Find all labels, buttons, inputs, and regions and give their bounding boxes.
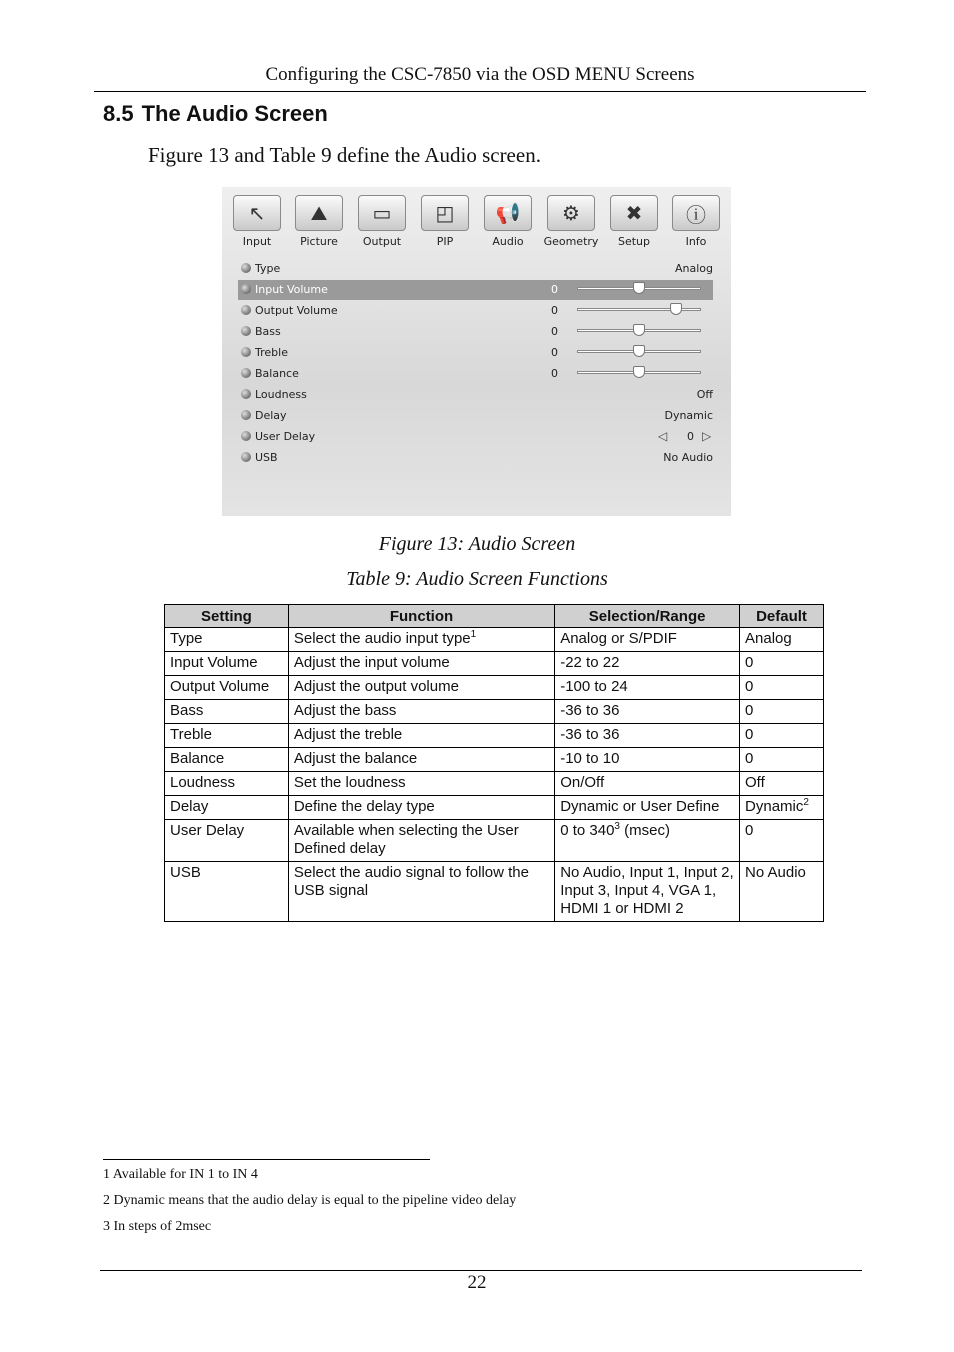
cell-range (555, 748, 740, 772)
osd-row-output-volume[interactable] (238, 301, 713, 321)
cell-setting: Balance (165, 748, 289, 772)
cell-setting: Loudness (165, 772, 289, 796)
section-heading (103, 101, 328, 127)
table-row (165, 628, 824, 652)
info-icon: ⓘ (672, 195, 720, 231)
range-text: No Audio, Input 1, Input 2, Input 3, Input 4, VGA 1, HDMI 1 or HDMI 2 (560, 864, 734, 917)
header-function: Function (288, 605, 554, 628)
osd-slider-handle[interactable] (633, 345, 645, 357)
osd-row-label: Balance (255, 367, 299, 380)
osd-row-value: 0 (551, 304, 558, 317)
arrow-left-icon[interactable]: ◁ (658, 429, 668, 443)
footnote-ref: 1 (470, 629, 477, 640)
footnote-ref: 2 (803, 797, 809, 808)
osd-tab-geometry[interactable] (540, 195, 602, 255)
osd-row-value: 0 (551, 346, 558, 359)
cell-default (740, 772, 824, 796)
picture-icon: ⛰ (295, 195, 343, 231)
range-text: -36 to 36 (560, 702, 620, 719)
osd-tab-label: Geometry (543, 235, 599, 248)
osd-row-label: Input Volume (255, 283, 328, 296)
cell-default (740, 628, 824, 652)
osd-tab-pip[interactable] (414, 195, 476, 255)
table-caption: Table 9: Audio Screen Functions (346, 568, 608, 590)
footnote-rule (103, 1159, 430, 1160)
osd-row-label: Treble (255, 346, 288, 359)
osd-stepper-value: 0 (687, 430, 694, 443)
cell-setting: Type (165, 628, 289, 652)
bullet-icon (241, 389, 251, 399)
osd-row-label: Output Volume (255, 304, 338, 317)
osd-row-value: 0 (551, 367, 558, 380)
osd-row-label: Type (255, 262, 281, 275)
footnote-ref: 3 (614, 821, 620, 832)
osd-slider-track[interactable] (577, 308, 701, 311)
table-header-row (165, 605, 824, 628)
range-text: Dynamic or User Define (560, 798, 720, 815)
pip-icon: ◰ (421, 195, 469, 231)
cell-setting: Bass (165, 700, 289, 724)
range-text: -36 to 36 (560, 726, 620, 743)
cell-range (555, 820, 740, 862)
function-text: Select the audio signal to follow the USB signal (293, 864, 529, 899)
footnote-1: 1 Available for IN 1 to IN 4 (103, 1167, 258, 1182)
range-suffix: (msec) (619, 822, 670, 839)
cell-default (740, 724, 824, 748)
footnote-2: 2 Dynamic means that the audio delay is equal to the pipeline video delay (103, 1193, 517, 1208)
speaker-icon: 📢 (484, 195, 532, 231)
bullet-icon (241, 263, 251, 273)
header-rule (94, 91, 866, 92)
osd-row-user-delay[interactable] (238, 427, 713, 447)
cell-default (740, 796, 824, 820)
cell-function (288, 700, 554, 724)
cell-function (288, 862, 554, 922)
cell-function (288, 820, 554, 862)
cell-default (740, 862, 824, 922)
table-row (165, 820, 824, 862)
cell-setting: Delay (165, 796, 289, 820)
bullet-icon (241, 326, 251, 336)
table-row (165, 724, 824, 748)
cursor-icon: ↖ (233, 195, 281, 231)
table-row (165, 796, 824, 820)
audio-functions-table (164, 604, 824, 922)
osd-row-usb[interactable] (238, 448, 713, 468)
header-range: Selection/Range (555, 605, 740, 628)
geometry-icon: ⚙ (547, 195, 595, 231)
osd-row-bass[interactable] (238, 322, 713, 342)
bullet-icon (241, 305, 251, 315)
default-text: 0 (745, 678, 754, 695)
default-text: 0 (745, 750, 754, 767)
cell-default (740, 700, 824, 724)
cell-setting: Input Volume (165, 652, 289, 676)
page-number: 22 (467, 1272, 487, 1293)
table-row (165, 652, 824, 676)
cell-setting: USB (165, 862, 289, 922)
cell-function (288, 796, 554, 820)
osd-row-setting[interactable]: Off (696, 388, 713, 401)
intro-paragraph: Figure 13 and Table 9 define the Audio screen. (148, 143, 541, 167)
cell-setting: Output Volume (165, 676, 289, 700)
osd-tab-output[interactable] (351, 195, 413, 255)
osd-tab-info[interactable] (665, 195, 727, 255)
default-text: 0 (745, 726, 754, 743)
osd-row-setting[interactable]: Dynamic (664, 409, 713, 422)
range-text: On/Off (560, 774, 605, 791)
osd-row-type[interactable] (238, 259, 713, 279)
osd-tab-setup[interactable] (603, 195, 665, 255)
cell-setting: Treble (165, 724, 289, 748)
cell-range (555, 724, 740, 748)
bullet-icon (241, 347, 251, 357)
range-text: 0 to 340 (560, 822, 615, 839)
range-text: -10 to 10 (560, 750, 620, 767)
osd-slider-handle[interactable] (633, 282, 645, 294)
default-text: No Audio (745, 864, 806, 881)
osd-row-label: Bass (255, 325, 281, 338)
function-text: Set the loudness (293, 774, 406, 791)
range-text: -22 to 22 (560, 654, 620, 671)
cell-function (288, 724, 554, 748)
default-text: 0 (745, 822, 754, 839)
cell-range (555, 862, 740, 922)
osd-audio-screen (222, 187, 731, 516)
default-text: 0 (745, 702, 754, 719)
table-row (165, 748, 824, 772)
osd-row-value: 0 (551, 325, 558, 338)
osd-row-label: Loudness (255, 388, 307, 401)
tools-icon: ✖ (610, 195, 658, 231)
default-text: 0 (745, 654, 754, 671)
cell-range (555, 652, 740, 676)
section-title: The Audio Screen (141, 101, 328, 126)
osd-tab-label: PIP (436, 235, 454, 248)
cell-range (555, 796, 740, 820)
osd-row-input-volume[interactable] (238, 280, 713, 300)
function-text: Select the audio input type (293, 630, 471, 647)
cell-range (555, 700, 740, 724)
cell-default (740, 820, 824, 862)
table-row (165, 772, 824, 796)
table-row (165, 700, 824, 724)
cell-range (555, 676, 740, 700)
osd-row-label: User Delay (255, 430, 316, 443)
cell-default (740, 676, 824, 700)
osd-row-treble[interactable] (238, 343, 713, 363)
table-row (165, 862, 824, 922)
table-row (165, 676, 824, 700)
osd-tab-picture[interactable] (288, 195, 350, 255)
default-text: Off (745, 774, 765, 791)
bullet-icon (241, 410, 251, 420)
bullet-icon (241, 452, 251, 462)
osd-row-setting[interactable]: Analog (674, 262, 713, 275)
bullet-icon (241, 368, 251, 378)
osd-row-label: USB (255, 451, 278, 464)
cell-range (555, 772, 740, 796)
function-text: Adjust the treble (293, 726, 403, 743)
arrow-right-icon[interactable]: ▷ (702, 429, 712, 443)
osd-slider-handle[interactable] (633, 324, 645, 336)
osd-tab-input[interactable] (226, 195, 288, 255)
osd-tab-label: Audio (492, 235, 524, 248)
range-text: -100 to 24 (560, 678, 628, 695)
function-text: Adjust the balance (293, 750, 418, 767)
range-text: Analog or S/PDIF (560, 630, 677, 647)
cell-setting: User Delay (165, 820, 289, 862)
cell-default (740, 652, 824, 676)
header-setting: Setting (165, 605, 289, 628)
monitor-icon: ▭ (358, 195, 406, 231)
cell-function (288, 676, 554, 700)
footnote-3: 3 In steps of 2msec (103, 1219, 212, 1234)
bullet-icon (241, 284, 251, 294)
cell-function (288, 628, 554, 652)
osd-row-setting[interactable]: No Audio (663, 451, 713, 464)
osd-tab-label: Input (242, 235, 272, 248)
osd-tab-label: Setup (617, 235, 651, 248)
osd-tab-label: Picture (300, 235, 338, 248)
osd-slider-handle[interactable] (670, 303, 682, 315)
header-default: Default (740, 605, 824, 628)
function-text: Available when selecting the User Defined delay (293, 822, 519, 857)
cell-default (740, 748, 824, 772)
cell-function (288, 652, 554, 676)
osd-row-loudness[interactable] (238, 385, 713, 405)
osd-tab-label: Info (685, 235, 707, 248)
footer-rule (100, 1270, 862, 1271)
bullet-icon (241, 431, 251, 441)
function-text: Adjust the input volume (293, 654, 450, 671)
figure-caption: Figure 13: Audio Screen (378, 533, 576, 555)
cell-range (555, 628, 740, 652)
cell-function (288, 748, 554, 772)
default-text: Dynamic (745, 798, 804, 815)
function-text: Adjust the output volume (293, 678, 459, 695)
osd-row-delay[interactable] (238, 406, 713, 426)
function-text: Adjust the bass (293, 702, 397, 719)
osd-row-value: 0 (551, 283, 558, 296)
osd-row-balance[interactable] (238, 364, 713, 384)
osd-row-label: Delay (255, 409, 287, 422)
osd-tab-label: Output (362, 235, 402, 248)
default-text: Analog (745, 630, 792, 647)
cell-function (288, 772, 554, 796)
section-number: 8.5 (103, 101, 134, 126)
running-header: Configuring the CSC-7850 via the OSD MENU Screens (265, 64, 695, 85)
osd-tab-audio[interactable] (477, 195, 539, 255)
osd-slider-handle[interactable] (633, 366, 645, 378)
function-text: Define the delay type (293, 798, 435, 815)
